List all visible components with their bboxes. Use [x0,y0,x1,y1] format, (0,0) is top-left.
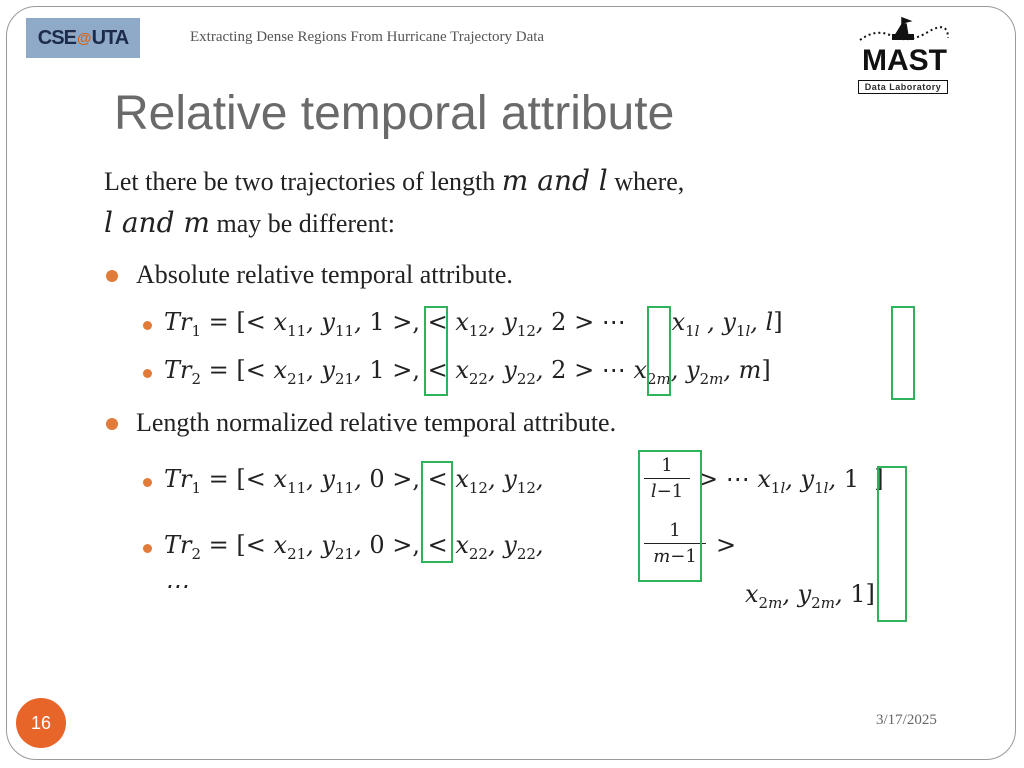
intro-line-1 [104,164,684,197]
equation-tr1-normalized-tail: > ⋯ $x_{1l}$, $y_{1l}$, 1 ] [698,465,884,497]
bullet-normalized-text: Length normalized relative temporal attribute. [136,408,617,437]
equation-tr1-absolute: $Tr_1$ = [< $x_{11}$, $y_{11}$, 1 >, < $x_{12}$, $y_{12}$, 2 > ⋯ $x_{1l}$ , $y_{1l}$, l] [164,308,783,340]
intro-math-lm: l and m [104,206,210,239]
logo-uta-text: UTA [91,26,129,49]
sub-bullet-dot [143,478,152,487]
mast-logo [856,14,952,98]
highlight-box [424,306,448,396]
sub-bullet-dot [143,369,152,378]
equation-tr2-normalized-tail: $x_{2m}$, $y_{2m}$, 1] [745,580,875,612]
logo-cse-text: CSE [37,26,76,49]
highlight-box [647,306,671,396]
bullet-absolute [106,260,513,290]
highlight-box [638,450,702,582]
fraction-1-over-l-minus-1: 1 l−1 [644,455,690,502]
data-laboratory-label: Data Laboratory [858,80,948,94]
fraction-1-over-m-minus-1: 1 m−1 [644,520,706,567]
highlight-box [877,466,907,622]
logo-at-text: @ [76,29,91,47]
equation-tr2-normalized-gt: > [716,531,737,559]
intro-text-b: where, [614,167,685,196]
intro-line-2 [104,206,395,239]
equation-tr1-normalized: $Tr_1$ = [< $x_{11}$, $y_{11}$, 0 >, < $x_{12}$, $y_{12}$, [164,465,544,497]
highlight-box [891,306,915,400]
page-number-badge: 16 [16,698,66,748]
presentation-title: Extracting Dense Regions From Hurricane Trajectory Data [190,29,545,45]
sub-bullet-dot [143,544,152,553]
sub-bullet-dot [143,321,152,330]
slide-title: Relative temporal attribute [114,87,675,140]
cse-uta-logo [26,18,140,58]
intro-math-ml: m and l [501,164,608,197]
bullet-normalized [106,408,616,438]
intro-text-c: may be different: [216,209,396,238]
equation-tr2-absolute: $Tr_2$ = [< $x_{21}$, $y_{21}$, 1 >, < $x_{22}$, $y_{22}$, 2 > ⋯ $x_{2m}$, $y_{2m}$, m] [164,356,771,388]
mast-wordmark: MAST [862,44,947,77]
equation-tr2-normalized: $Tr_2$ = [< $x_{21}$, $y_{21}$, 0 >, < $x_{22}$, $y_{22}$, [164,531,544,563]
equation-ellipsis: ⋯ [164,572,188,600]
bullet-absolute-text: Absolute relative temporal attribute. [136,260,513,289]
slide-date: 3/17/2025 [876,712,937,728]
ship-icon [856,14,952,48]
intro-text-a: Let there be two trajectories of length [104,167,496,196]
highlight-box [421,461,453,563]
